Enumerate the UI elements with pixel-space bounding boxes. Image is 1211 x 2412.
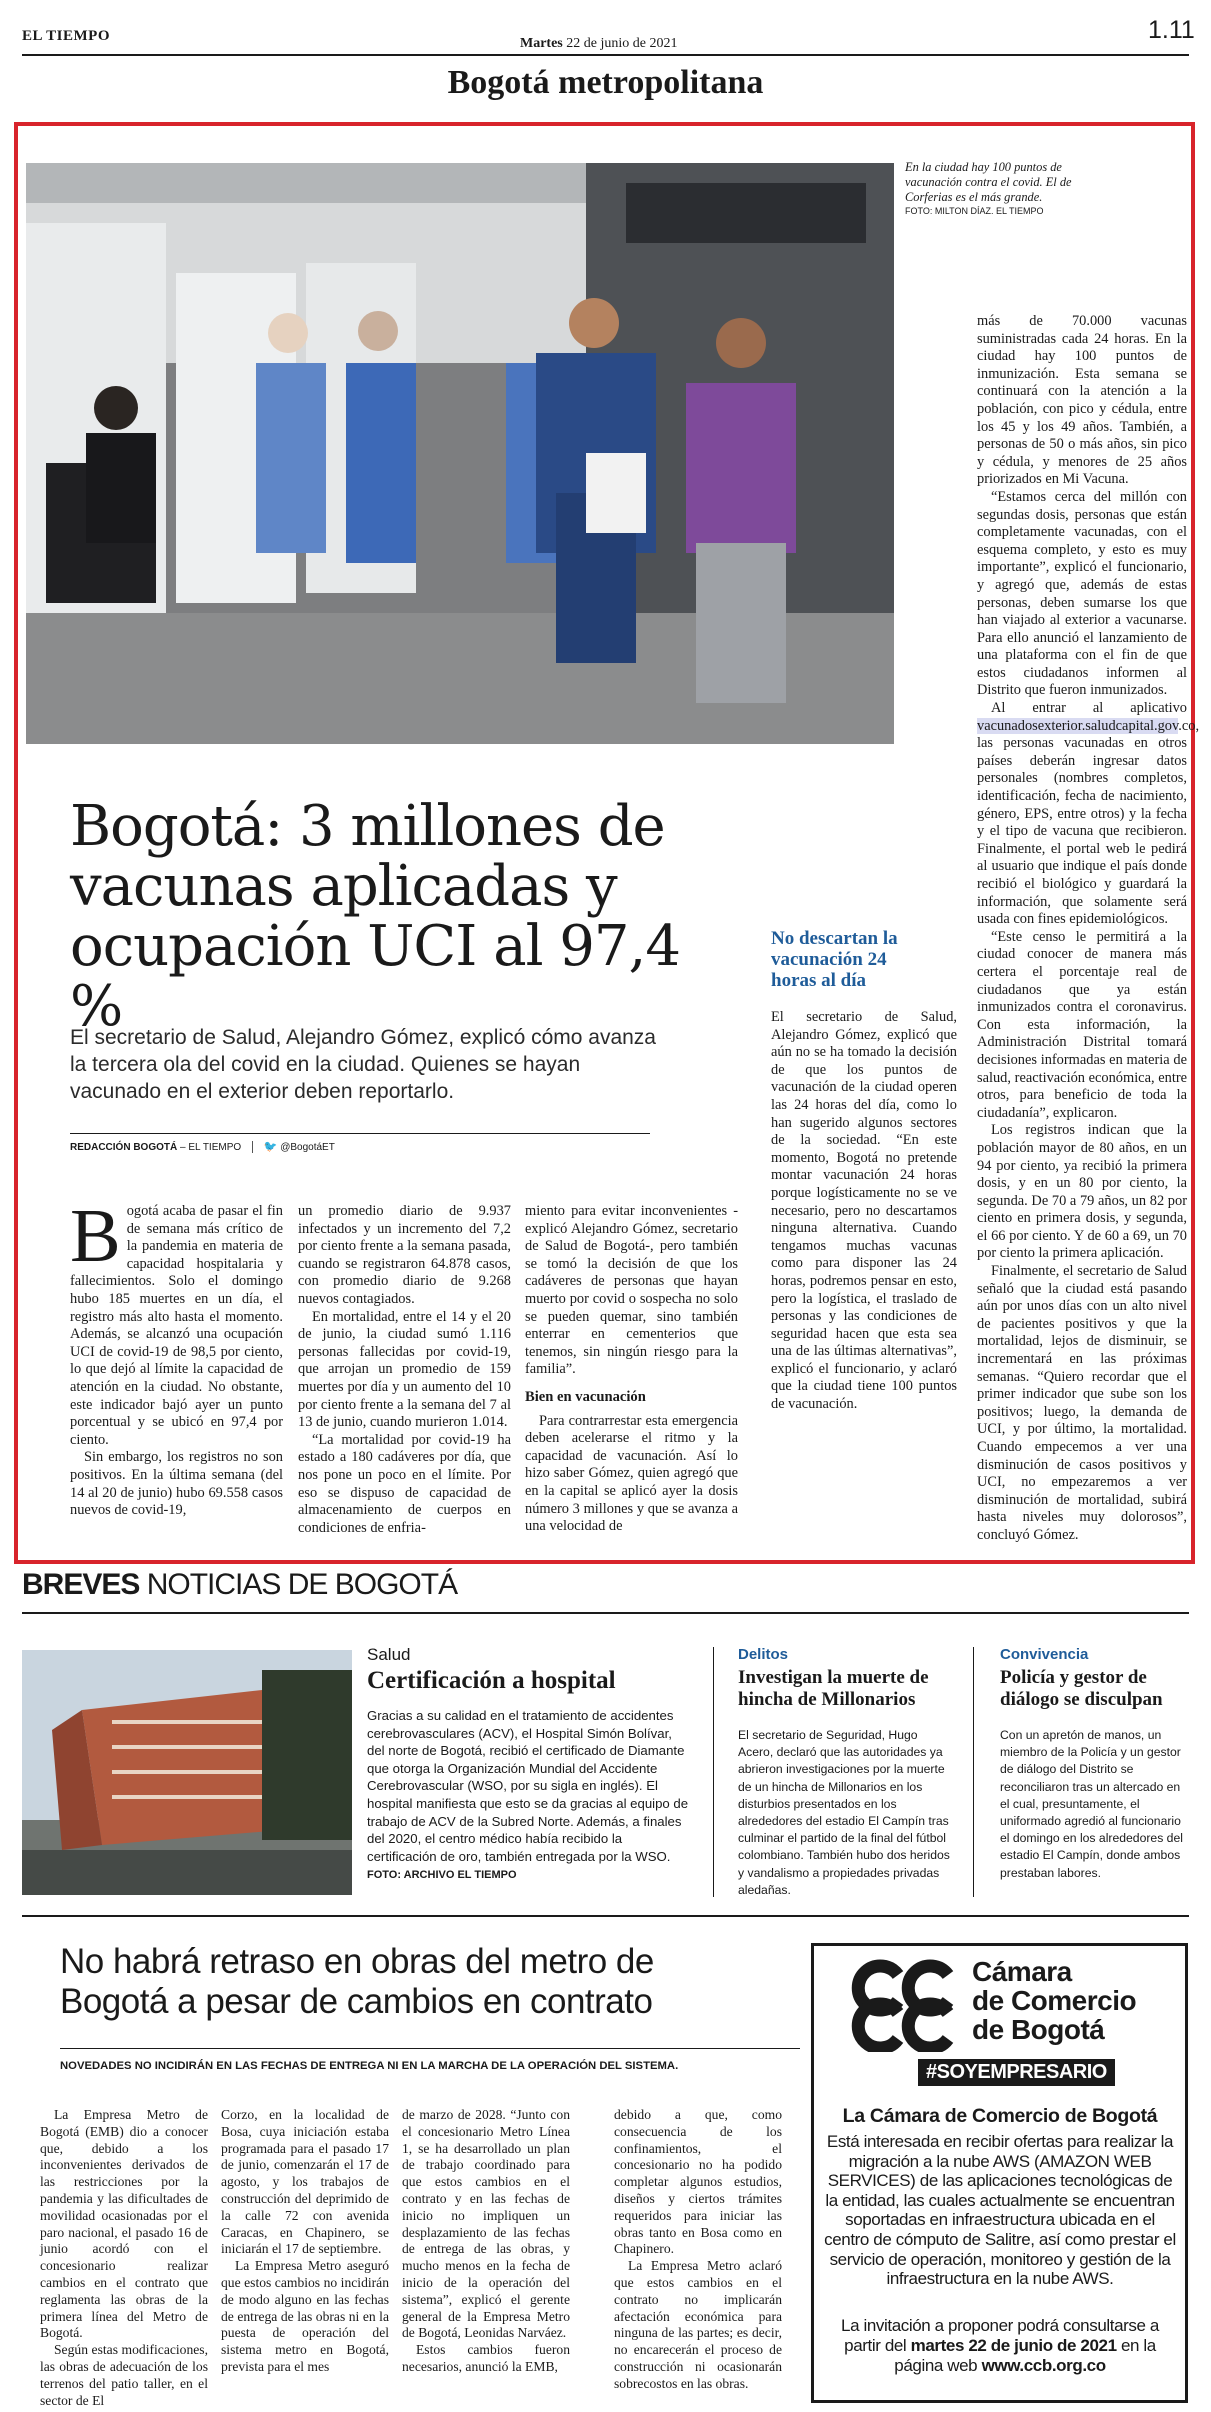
brief1-category: Salud xyxy=(367,1645,411,1664)
metro-column-1 xyxy=(40,2107,208,2409)
col3-p1: miento para evitar inconvenientes -explicó Alejandro Gómez, secretario de Salud de Bogotá-, pero también se tomó la decisión de que los cadáveres de personas que hayan muerto por covid o sospecha no solo se pueden quemar, sino también enterrar en cementerios que tenemos, sin ningún riesgo para la familia”. xyxy=(525,1203,738,1378)
brief2-category: Delitos xyxy=(738,1646,789,1663)
vaccination-photo xyxy=(26,163,894,744)
ccb-ad-title: La Cámara de Comercio de Bogotá xyxy=(842,2105,1158,2127)
col5-p2: “Estamos cerca del millón con segundas dosis, personas que están completamente vacunadas, con el esquema completo, y esto es muy importante”, explicó el funcionario, y agregó que, además de estas personas, deben sumarse los que han viajado al exterior a vacunarse. Para ello anunció el lanzamiento de una plataforma con el fin de que estos ciudadanos informen al Distrito que fueron inmunizados. xyxy=(977,488,1187,699)
ccb-ad-body: Está interesada en recibir ofertas para realizar la migración a la nube AWS (AMAZON WEB SERVICES) de las aplicaciones tecnológicas de la entidad, las cuales actualmente se encuentran soportadas en infraestructura ubicada en el centro de cómputo de Salitre, así como prestar el servicio de operación, monitoreo y gestión de la infraestructura en la nube AWS. xyxy=(824,2132,1176,2289)
feature-column-5 xyxy=(977,313,1200,1545)
metro-c4-p1: debido a que, como consecuencia de los confinamientos, el concesionario no ha podido completar algunos estudios, diseños y ciertos trámites requeridos para iniciar las obras tanto en Bosa como en Chapinero. xyxy=(614,2107,782,2257)
brief1-credit: FOTO: ARCHIVO EL TIEMPO xyxy=(367,1869,517,1882)
feature-column-4 xyxy=(771,1009,957,1414)
metro-rule xyxy=(60,2048,800,2049)
metro-column-3 xyxy=(402,2107,570,2376)
brief1-title: Certificación a hospital xyxy=(367,1667,616,1694)
metro-c3-p2: Estos cambios fueron necesarios, anunció la EMB, xyxy=(402,2342,570,2374)
header-rule xyxy=(22,54,1189,56)
col2-p1: un promedio diario de 9.937 infectados y un incremento del 7,2 por ciento frente a la semana pasada, cuando se registraron 64.878 casos, con promedio diario de 9.268 nuevos contagiados. xyxy=(298,1203,511,1307)
brief1-body xyxy=(367,1707,692,1885)
col5-p3b: .co, las personas vacunadas en otros países deberán ingresar datos personales (nombres completos, identificación, fecha de nacimiento, género, EPS, entre otros) y la fecha y el tipo de vacuna que recibieron. Finalmente, el portal web le pedirá al usuario que indique el país donde recibió el biológico y guardará la información, que solamente será usada con fines epidemiológicos. xyxy=(977,717,1200,928)
brief1-text: Gracias a su calidad en el tratamiento de accidentes cerebrovasculares (ACV), el Hospital Simón Bolívar, del norte de Bogotá, recibió el certificado de Diamante que otorga la Organización Mundial del Accidente Cerebrovascular (WSO, por su sigla en inglés). El hospital manifiesta que esto se da gracias al equipo de trabajo de ACV de la Subred Norte. Además, a finales del 2020, el centro médico había recibido la certificación de oro, también entregada por la WSO. xyxy=(367,1708,689,1864)
metro-c2-p1: Corzo, en la localidad de Bosa, cuya iniciación estaba programada para el pasado 17 de junio, comenzarán el 17 de agosto, y los trabajos de construcción del deprimido de la calle 72 con avenida Caracas, en Chapinero, se iniciarán el 17 de septiembre. xyxy=(221,2107,389,2257)
metro-headline: No habrá retraso en obras del metro de Bogotá a pesar de cambios en contrato xyxy=(60,1942,654,2021)
photo-caption-text: En la ciudad hay 100 puntos de vacunación contra el covid. El de Corferias es el más grande. xyxy=(905,160,1072,204)
photo-credit: FOTO: MILTON DÍAZ. EL TIEMPO xyxy=(905,206,1044,216)
brief-divider-1 xyxy=(713,1647,714,1897)
feature-column-1 xyxy=(70,1194,283,1520)
col5-p6: Finalmente, el secretario de Salud señaló que la ciudad está pasando aún por unos días con un alto nivel de pacientes positivos y que la mortalidad, lejos de disminuir, se incrementará en las próximas semanas. “Quiero recordar que el primer indicador que sube son los positivos; luego, la demanda de UCI, y por último, la mortalidad. Cuando empecemos a ver una disminución de casos positivos y UCI, no empezaremos a ver disminución de mortalidad, subirá hasta niveles muy dolorosos”, concluyó Gómez. xyxy=(977,1263,1187,1543)
metro-kicker: NOVEDADES NO INCIDIRÁN EN LAS FECHAS DE ENTREGA NI EN LA MARCHA DE LA OPERACIÓN DEL SISTEMA. xyxy=(60,2060,679,2072)
issue-date-day: Martes xyxy=(520,36,563,51)
ccb-logo-text xyxy=(972,1957,1136,2044)
byline-outlet: – EL TIEMPO xyxy=(180,1142,242,1153)
feature-deck: El secretario de Salud, Alejandro Gómez, explicó cómo avanza la tercera ola del covid en la ciudad. Quienes se hayan vacunado en el exterior deben reportarlo. xyxy=(70,1026,656,1103)
brand-name: EL TIEMPO xyxy=(22,28,110,44)
hospital-photo xyxy=(22,1650,352,1895)
photo-caption xyxy=(905,160,1075,218)
brief-divider-2 xyxy=(973,1647,974,1897)
byline-separator xyxy=(252,1141,253,1153)
brief3-body: Con un apretón de manos, un miembro de la Policía y un gestor de diálogo del Distrito se reconciliaron tras un altercado en el cual, presuntamente, el uniformado agredió al funcionario el domingo en los alrededores del estadio El Campín, donde ambos prestaban labores. xyxy=(1000,1728,1183,1880)
ccb-logo-line1: Cámara xyxy=(972,1956,1072,1987)
col5-p1: más de 70.000 vacunas suministradas cada 24 horas. En la ciudad hay 100 puntos de inmunización. Esta semana se continuará con la atención a la población, con pico y cédula, entre los 45 y los 49 años. También, a personas de 50 o más años, sin pico y cédula, y menores de 25 años priorizados en Mi Vacuna. xyxy=(977,313,1187,488)
col5-p3a: Al entrar al aplicativo xyxy=(991,700,1187,717)
ccb-ad-invitation xyxy=(822,2316,1178,2376)
ccb-hashtag: #SOYEMPRESARIO xyxy=(918,2059,1115,2086)
side-subhead: No descartan la vacunación 24 horas al día xyxy=(771,928,898,991)
ccb-logo-icon xyxy=(850,1957,960,2052)
feature-column-2 xyxy=(298,1203,511,1537)
metro-c3-p1: de marzo de 2028. “Junto con el concesionario Metro Línea 1, se ha desarrollado un plan de trabajo coordinado para que estos cambios en el contrato y en las fechas de inicio no impliquen un desplazamiento de las fechas de entrega de las obras, y mucho menos en la fecha de inicio de la operación del sistema”, explicó el gerente general de la Empresa Metro de Bogotá, Leonidas Narváez. xyxy=(402,2107,570,2341)
feature-headline: Bogotá: 3 millones de vacunas aplicadas y ocupación UCI al 97,4 % xyxy=(70,794,680,1039)
col1-p2: Sin embargo, los registros no son positivos. En la última semana (del 14 al 20 de junio) hubo 69.558 casos nuevos de covid-19, xyxy=(70,1449,283,1519)
ccb-invite-url[interactable]: www.ccb.org.co xyxy=(981,2356,1106,2375)
brief2-title: Investigan la muerte de hincha de Millonarios xyxy=(738,1667,929,1710)
brief3-category: Convivencia xyxy=(1000,1646,1089,1663)
briefs-label-rest: NOTICIAS DE BOGOTÁ xyxy=(146,1568,458,1601)
ccb-logo-line2: de Comercio xyxy=(972,1985,1137,2016)
briefs-label-bold: BREVES xyxy=(22,1568,140,1601)
byline-author: REDACCIÓN BOGOTÁ xyxy=(70,1142,178,1153)
col5-p4: “Este censo le permitirá a la ciudad conocer de manera más certera el porcentaje real de ciudadanos que ya están inmunizados contra el coronavirus. Con esta información, la Administración Distrital tomará decisiones informadas en materia de salud, reactivación económica, entre otros, para beneficio de toda la ciudadanía”, explicaron. xyxy=(977,928,1187,1121)
col3-p2: Para contrarrestar esta emergencia deben acelerarse el ritmo y la capacidad de vacunación. Así lo hizo saber Gómez, quien agregó que en la capital se aplicó ayer la dosis número 3 millones y que se avanza a una velocidad de xyxy=(525,1412,738,1535)
brief3-title: Policía y gestor de diálogo se disculpan xyxy=(1000,1667,1163,1710)
metro-c1-p2: Según estas modificaciones, las obras de adecuación de los terrenos del patio taller, en el sector de El xyxy=(40,2342,208,2408)
briefs-rule xyxy=(22,1612,1189,1614)
aplicativo-link[interactable]: vacunadosexterior.saludcapital.gov xyxy=(977,717,1179,734)
briefs-bottom-rule xyxy=(22,1915,1189,1917)
col5-p5: Los registros indican que la población mayor de 80 años, en un 94 por ciento, ya recibió la primera dosis, y en un 80 por ciento, la segunda. De 70 a 79 años, un 82 por ciento en primera dosis, y segunda, el 66 por ciento. Y de 60 a 69, un 70 por ciento la primera aplicación. xyxy=(977,1122,1187,1262)
ccb-invite-a: La invitación a proponer podrá consultarse a partir del xyxy=(841,2316,1159,2355)
section-title: Bogotá metropolitana xyxy=(447,64,764,101)
ccb-invite-date: martes 22 de junio de 2021 xyxy=(910,2336,1117,2355)
issue-date-rest: 22 de junio de 2021 xyxy=(566,36,678,51)
page-number: 1.11 xyxy=(1148,16,1195,44)
issue-date xyxy=(520,36,677,52)
metro-c2-p2: La Empresa Metro aseguró que estos cambios no incidirán de modo alguno en las fechas de entrega de las obras ni en la puesta de operación del sistema metro en Bogotá, prevista para el mes xyxy=(221,2258,389,2374)
dropcap: B xyxy=(70,1194,121,1278)
ccb-invite-b: en la página web xyxy=(894,2336,1156,2375)
col3-subhead: Bien en vacunación xyxy=(525,1388,646,1405)
col2-p3: “La mortalidad por covid-19 ha estado a 180 cadáveres por día, que nos pone un poco en el límite. Por eso se dispuso de capacidad de almacenamiento de cuerpos en condiciones de enfria- xyxy=(298,1431,511,1536)
ccb-logo-line3: de Bogotá xyxy=(972,2014,1105,2045)
col2-p2: En mortalidad, entre el 14 y el 20 de junio, la ciudad sumó 1.116 personas fallecidas por covid-19, que arrojan un promedio de 159 muertes por día y un aumento del 10 por ciento frente a la semana del 7 al 13 de junio, cuando murieron 1.014. xyxy=(298,1308,511,1431)
metro-column-4 xyxy=(614,2107,782,2393)
byline xyxy=(70,1140,335,1153)
twitter-icon[interactable]: 🐦 xyxy=(263,1141,278,1153)
col4-p1: El secretario de Salud, Alejandro Gómez, explicó que aún no se ha tomado la decisión de que los puntos de vacunación de la ciudad operen las 24 horas del día, como lo han sugerido algunos sectores de la sociedad. “En este momento, Bogotá no pretende montar vacunación 24 horas porque logísticamente no se ve necesario, pero no descartamos ninguna alternativa. Cuando tengamos muchas vacunas como para disponer las 24 horas, podremos pensar en esto, pero la logística, el traslado de personas y las condiciones de seguridad hacen que esta sea una de las últimas alternativas”, explicó el funcionario, y aclaró que la ciudad tiene 100 puntos de vacunación. xyxy=(771,1009,957,1413)
twitter-handle[interactable]: @BogotáET xyxy=(280,1142,335,1153)
metro-c4-p2: La Empresa Metro aclaró que estos cambios en el contrato no implicarán afectación económica para ninguna de las partes; es decir, no encarecerán el proceso de construcción ni ocasionarán sobrecostos en las obras. xyxy=(614,2258,782,2391)
briefs-label xyxy=(22,1568,457,1602)
metro-c1-p1: La Empresa Metro de Bogotá (EMB) dio a conocer que, debido a los inconvenientes derivados de las restricciones por la pandemia y las dificultades de movilidad ocasionadas por el paro nacional, el pasado 16 de junio acordó con el concesionario realizar cambios en el contrato que reglamenta las obras de la primera línea del Metro de Bogotá. xyxy=(40,2107,208,2341)
deck-rule xyxy=(70,1133,650,1134)
feature-column-3 xyxy=(525,1203,738,1536)
metro-column-2 xyxy=(221,2107,389,2376)
brief2-body: El secretario de Seguridad, Hugo Acero, declaró que las autoridades ya abrieron investigaciones por la muerte de un hincha de Millonarios en los disturbios presentados en los alrededores del estadio El Campín tras culminar el partido de la final del fútbol colombiano. También hubo dos heridos y vandalismo a propiedades privadas aledañas. xyxy=(738,1728,950,1897)
col1-p1: ogotá acaba de pasar el fin de semana más crítico de la pandemia en materia de capacidad hospitalaria y fallecimientos. Solo el domingo hubo 185 muertes en un día, el registro más alto hasta el momento. Además, se alcanzó una ocupación UCI de covid-19 de 98,5 por ciento, lo que dejó al límite la capacidad de atención en la ciudad. No obstante, este indicador bajó ayer un punto porcentual y se ubicó en 97,4 por ciento. xyxy=(70,1203,283,1448)
